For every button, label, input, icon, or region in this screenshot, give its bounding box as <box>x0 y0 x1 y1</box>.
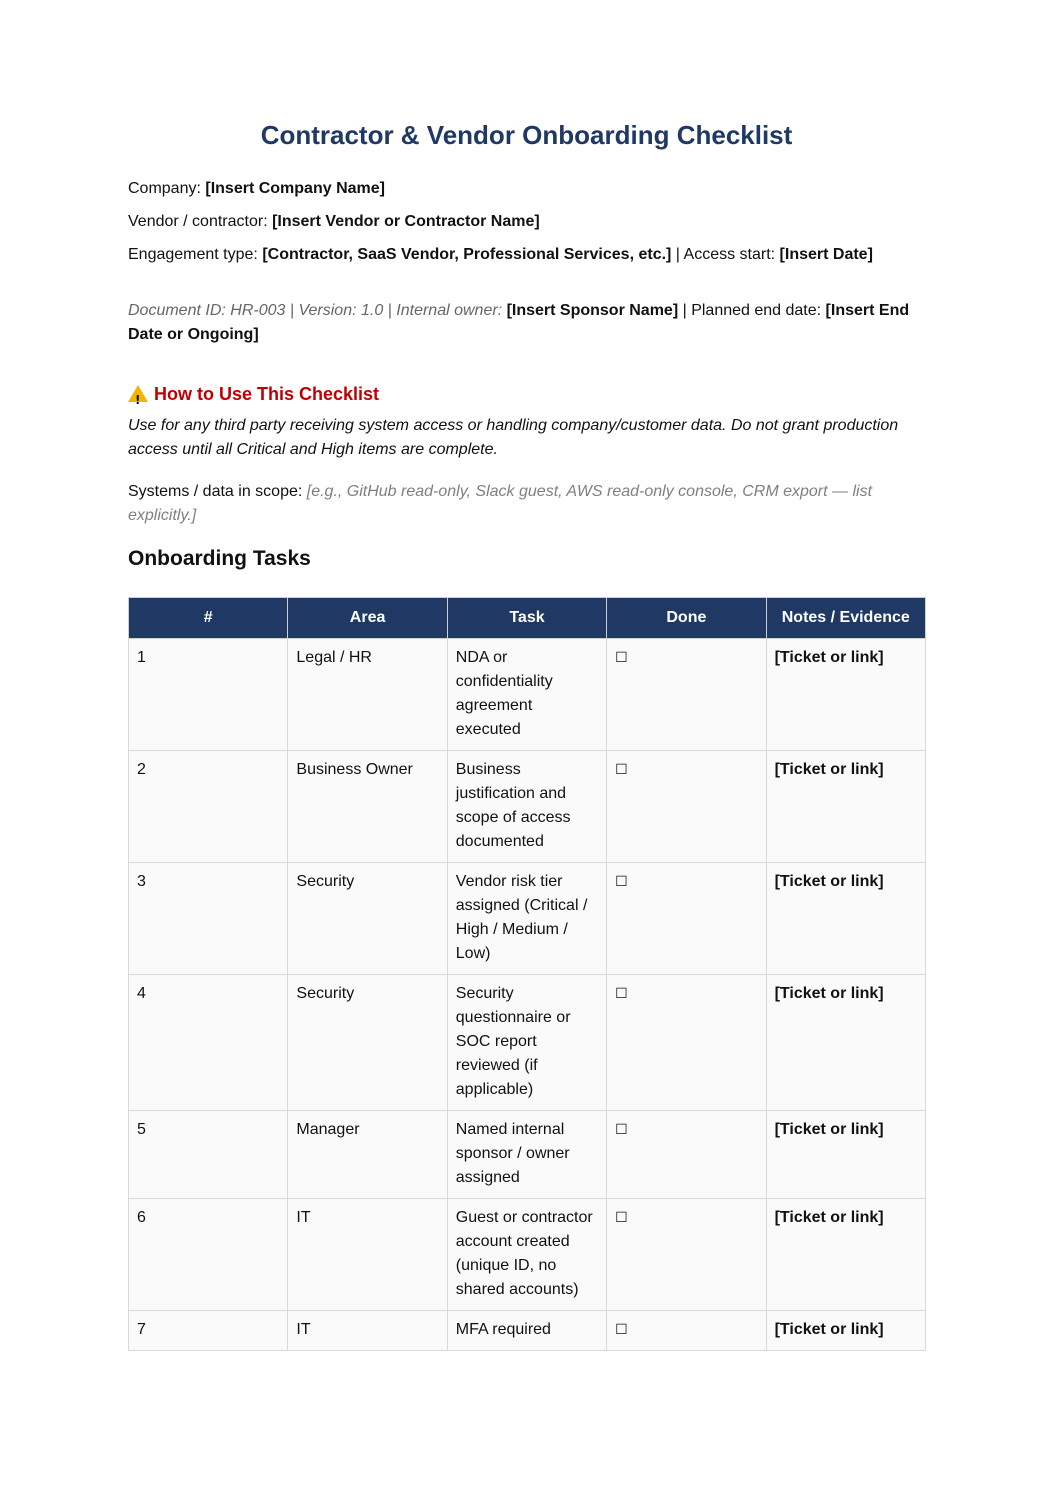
end-date-value: [Insert End Date or Ongoing] <box>128 302 910 343</box>
done-checkbox[interactable]: ☐ <box>607 751 766 863</box>
row-notes: [Ticket or link] <box>766 1111 925 1199</box>
row-number: 1 <box>129 639 288 751</box>
header-number: # <box>129 598 288 639</box>
row-number: 3 <box>129 863 288 975</box>
header-done: Done <box>607 598 766 639</box>
row-area: IT <box>288 1199 447 1311</box>
engagement-value: [Contractor, SaaS Vendor, Professional Services, etc.] <box>262 246 672 263</box>
section-title: Onboarding Tasks <box>128 547 311 570</box>
row-notes: [Ticket or link] <box>766 639 925 751</box>
row-task: Guest or contractor account created (unique ID, no shared accounts) <box>447 1199 606 1311</box>
done-checkbox[interactable]: ☐ <box>607 1199 766 1311</box>
table-row <box>129 975 926 1111</box>
access-start-value: [Insert Date] <box>779 246 873 263</box>
row-task: Business justification and scope of access documented <box>447 751 606 863</box>
warning-icon <box>128 385 148 402</box>
row-notes: [Ticket or link] <box>766 975 925 1111</box>
row-number: 4 <box>129 975 288 1111</box>
engagement-line <box>128 243 925 267</box>
row-area: Business Owner <box>288 751 447 863</box>
company-label: Company: <box>128 180 206 197</box>
internal-owner-value: [Insert Sponsor Name] <box>506 302 679 319</box>
row-area: Security <box>288 975 447 1111</box>
row-area: Legal / HR <box>288 639 447 751</box>
row-number: 7 <box>129 1311 288 1351</box>
row-notes: [Ticket or link] <box>766 1311 925 1351</box>
row-task: Named internal sponsor / owner assigned <box>447 1111 606 1199</box>
row-area: Security <box>288 863 447 975</box>
row-notes: [Ticket or link] <box>766 751 925 863</box>
done-checkbox[interactable]: ☐ <box>607 863 766 975</box>
row-area: IT <box>288 1311 447 1351</box>
row-number: 2 <box>129 751 288 863</box>
onboarding-tasks-table <box>128 597 926 1351</box>
row-notes: [Ticket or link] <box>766 863 925 975</box>
scope-label: Systems / data in scope: <box>128 483 307 500</box>
engagement-label: Engagement type: <box>128 246 263 263</box>
header-notes: Notes / Evidence <box>766 598 925 639</box>
vendor-label: Vendor / contractor: <box>128 213 273 230</box>
company-line <box>128 177 925 201</box>
callout-heading <box>128 381 379 407</box>
vendor-line <box>128 210 925 234</box>
header-area: Area <box>288 598 447 639</box>
document-meta-line <box>128 299 925 347</box>
table-row <box>129 751 926 863</box>
done-checkbox[interactable]: ☐ <box>607 1311 766 1351</box>
table-row <box>129 1111 926 1199</box>
done-checkbox[interactable]: ☐ <box>607 975 766 1111</box>
end-date-label: | Planned end date: <box>678 302 826 319</box>
vendor-value: [Insert Vendor or Contractor Name] <box>272 213 540 230</box>
callout-title: How to Use This Checklist <box>154 384 380 404</box>
table-row <box>129 863 926 975</box>
done-checkbox[interactable]: ☐ <box>607 639 766 751</box>
scope-placeholder: [e.g., GitHub read-only, Slack guest, AWS read-only console, CRM export — list explicitly.] <box>128 483 873 524</box>
callout-body: Use for any third party receiving system access or handling company/customer data. Do not grant production access until all Critical and High items are complete. <box>128 417 899 458</box>
row-notes: [Ticket or link] <box>766 1199 925 1311</box>
document-title: Contractor & Vendor Onboarding Checklist <box>260 120 793 150</box>
row-number: 5 <box>129 1111 288 1199</box>
row-task: Vendor risk tier assigned (Critical / High / Medium / Low) <box>447 863 606 975</box>
company-value: [Insert Company Name] <box>205 180 385 197</box>
scope-line <box>128 480 925 528</box>
table-row <box>129 639 926 751</box>
done-checkbox[interactable]: ☐ <box>607 1111 766 1199</box>
row-task: Security questionnaire or SOC report reviewed (if applicable) <box>447 975 606 1111</box>
header-task: Task <box>447 598 606 639</box>
row-task: MFA required <box>447 1311 606 1351</box>
document-id-text: Document ID: HR-003 | Version: 1.0 | Internal owner: <box>128 302 507 319</box>
row-task: NDA or confidentiality agreement executed <box>447 639 606 751</box>
access-start-label: | Access start: <box>671 246 780 263</box>
row-number: 6 <box>129 1199 288 1311</box>
table-row <box>129 1199 926 1311</box>
table-header-row <box>129 598 926 639</box>
table-row <box>129 1311 926 1351</box>
row-area: Manager <box>288 1111 447 1199</box>
